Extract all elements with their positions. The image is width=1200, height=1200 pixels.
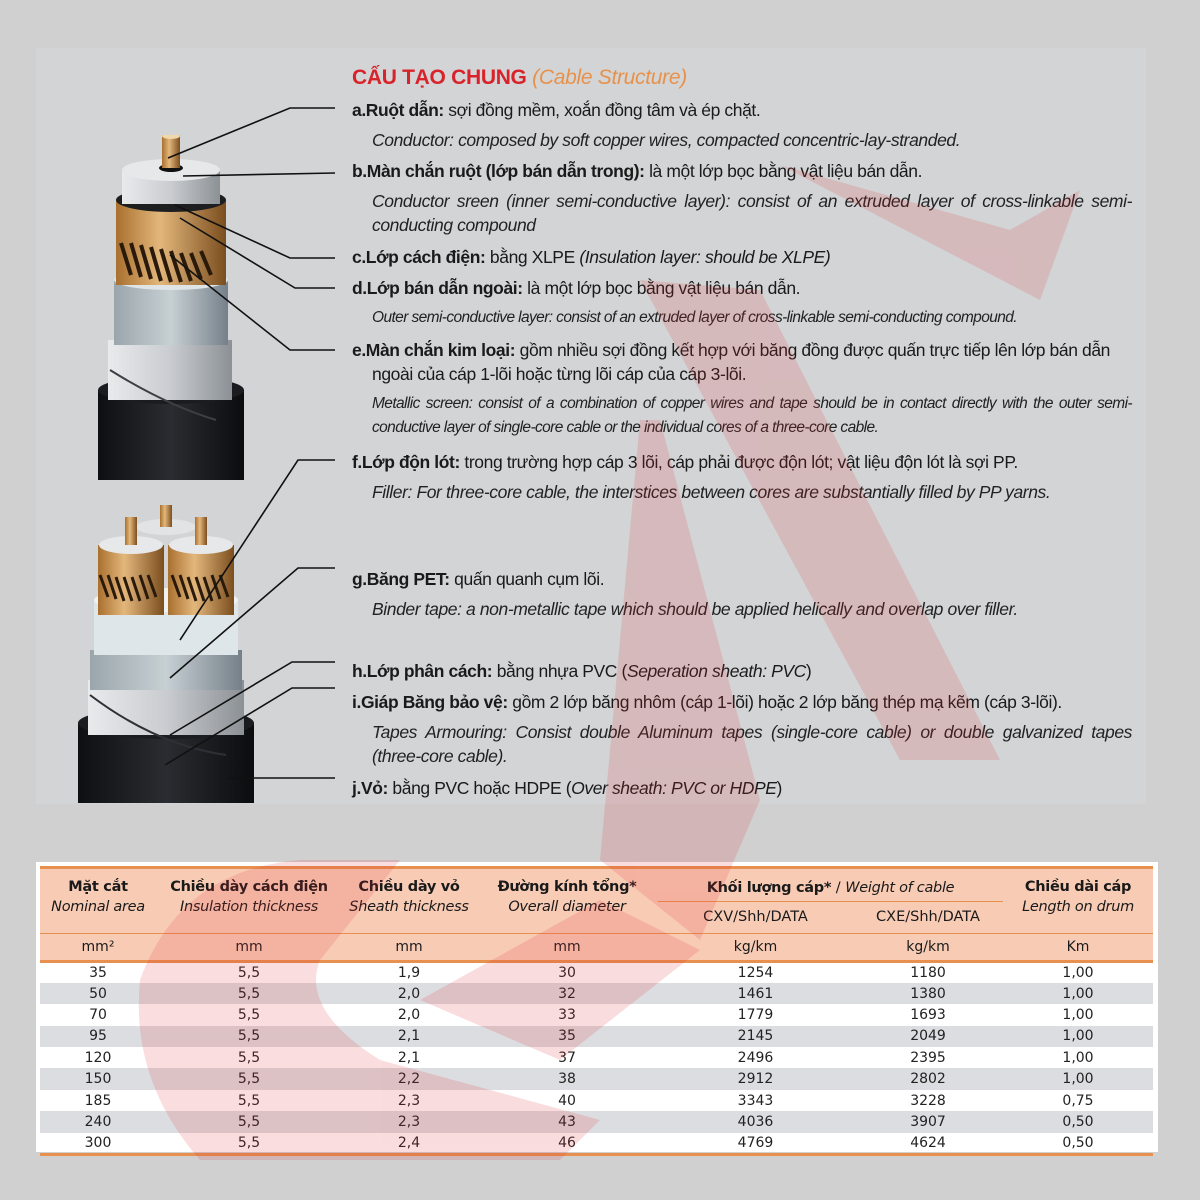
item-desc-vi: gồm nhiều sợi đồng kết hợp với băng đồng được quấn trực tiếp lên lớp bán dẫn ngoài của cáp 1-lõi hoặc từng lõi cáp của cáp 3-lõi. [372, 340, 1111, 384]
table-cell: 2912 [658, 1068, 853, 1089]
table-cell: 43 [476, 1111, 658, 1132]
table-cell: 3343 [737, 1092, 774, 1109]
item-b [352, 159, 1132, 237]
three-core-cable-illustration [76, 505, 256, 803]
item-c [352, 245, 1132, 269]
item-label: Lớp bán dẫn ngoài: [366, 278, 523, 298]
item-key: b. [352, 161, 367, 181]
table-cell: 2145 [658, 1026, 853, 1047]
unit-length: Km [1003, 934, 1153, 962]
table-cell: 0,50 [1003, 1111, 1153, 1132]
unit-nominal: mm² [40, 934, 156, 962]
unit-diameter: mm [476, 934, 658, 962]
unit-sheath: mm [342, 934, 476, 962]
item-desc-en: Filler: For three-core cable, the interstices between cores are substantially filled by PP yarns. [372, 482, 1051, 502]
table-cell: 1,00 [1003, 1026, 1153, 1047]
item-desc-vi: sợi đồng mềm, xoắn đồng tâm và ép chặt. [443, 100, 761, 120]
table-cell: 38 [476, 1068, 658, 1089]
header-overall-diameter: Đường kính tổng* Overall diameter [476, 868, 658, 934]
item-desc-en: Conductor: composed by soft copper wires, compacted concentric-lay-stranded. [372, 130, 961, 150]
item-desc-en-inline: Over sheath: PVC or HDPE [571, 778, 777, 798]
table-cell: 70 [89, 1006, 107, 1023]
table-cell: 5,5 [156, 1068, 342, 1089]
table-cell: 95 [40, 1026, 156, 1047]
table-cell: 5,5 [237, 1049, 261, 1066]
table-cell: 46 [476, 1133, 658, 1154]
item-key: a. [352, 100, 366, 120]
table-cell: 0,50 [1003, 1133, 1153, 1154]
table-row [40, 1090, 1153, 1111]
header-sheath-thickness: Chiều dày vỏ Sheath thickness [342, 868, 476, 934]
table-cell: 1,00 [1062, 1049, 1094, 1066]
table-cell: 120 [84, 1049, 112, 1066]
table-cell: 5,5 [237, 1092, 261, 1109]
item-label: Băng PET: [366, 569, 450, 589]
table-cell: 2049 [853, 1026, 1003, 1047]
table-cell: 5,5 [156, 1111, 342, 1132]
table-cell: 32 [476, 983, 658, 1004]
item-f [352, 450, 1132, 504]
table-cell: 1180 [910, 964, 946, 981]
table-cell: 30 [558, 964, 576, 981]
item-desc-en: Metallic screen: consist of a combination of copper wires and tape should be in contact directly with the outer semi-conductive layer of single-core cable or the individual cores of a three-core cable. [372, 395, 1132, 436]
item-j [352, 776, 1132, 800]
item-desc-en: Outer semi-conductive layer: consist of an extruded layer of cross-linkable semi-conducting compound. [372, 309, 1017, 326]
table-cell: 2,0 [397, 1006, 421, 1023]
unit-insulation: mm [156, 934, 342, 962]
item-key: j. [352, 778, 361, 798]
item-h [352, 659, 1132, 683]
header-length-on-drum: Chiều dài cáp Length on drum [1003, 868, 1153, 934]
table-cell: 3228 [910, 1092, 946, 1109]
table-row [40, 1026, 1153, 1047]
item-label: Lớp phân cách: [366, 661, 493, 681]
table-row [40, 1004, 1153, 1025]
item-desc-vi: bằng XLPE [485, 247, 580, 267]
table-cell: 35 [89, 964, 107, 981]
table-cell: 2802 [853, 1068, 1003, 1089]
item-label: Màn chắn kim loại: [365, 340, 516, 360]
item-a [352, 98, 1132, 152]
item-desc-vi: quấn quanh cụm lõi. [449, 569, 605, 589]
table-cell: 2,1 [342, 1026, 476, 1047]
table-cell: 4036 [658, 1111, 853, 1132]
table-cell: 4624 [853, 1133, 1003, 1154]
item-desc-vi: là một lớp bọc bằng vật liệu bán dẫn. [522, 278, 801, 298]
item-desc-vi: bằng PVC hoặc HDPE ( [387, 778, 572, 798]
item-desc-vi: gồm 2 lớp băng nhôm (cáp 1-lõi) hoặc 2 lớp băng thép mạ kẽm (cáp 3-lõi). [507, 692, 1062, 712]
item-key: d. [352, 278, 367, 298]
item-label: Ruột dẫn: [365, 100, 444, 120]
table-cell: 40 [558, 1092, 576, 1109]
header-weight-cxv: CXV/Shh/DATA [658, 901, 853, 933]
item-key: i. [352, 692, 361, 712]
item-desc-en-inline: (Insulation layer: should be XLPE) [579, 247, 831, 267]
item-label: Vỏ: [360, 778, 388, 798]
title-vi: CẤU TẠO CHUNG [352, 66, 527, 89]
table-cell: 5,5 [156, 983, 342, 1004]
table-cell: 2,2 [342, 1068, 476, 1089]
spec-table-body [40, 962, 1153, 1155]
item-desc-vi: bằng nhựa PVC ( [492, 661, 627, 681]
item-desc-en: Conductor sreen (inner semi-conductive layer): consist of an extruded layer of cross-linkable semi-conducting compound [372, 191, 1132, 235]
table-cell: 1,00 [1003, 983, 1153, 1004]
item-g [352, 567, 1132, 621]
item-desc-en-inline: Seperation sheath: PVC [626, 661, 806, 681]
table-cell: 1461 [658, 983, 853, 1004]
table-row [40, 1047, 1153, 1068]
item-key: c. [352, 247, 366, 267]
table-cell: 1693 [910, 1006, 946, 1023]
item-key: g. [352, 569, 367, 589]
item-label: Lớp độn lót: [361, 452, 460, 472]
header-weight-cxe: CXE/Shh/DATA [853, 901, 1003, 933]
table-cell: 2395 [910, 1049, 946, 1066]
item-desc-vi: trong trường hợp cáp 3 lõi, cáp phải được độn lót; vật liệu độn lót là sợi PP. [459, 452, 1018, 472]
table-cell: 33 [558, 1006, 576, 1023]
table-cell: 5,5 [156, 1133, 342, 1154]
single-core-cable-illustration [96, 135, 246, 480]
table-cell: 3907 [853, 1111, 1003, 1132]
table-cell: 1,00 [1062, 1006, 1094, 1023]
item-label: Giáp Băng bảo vệ: [360, 692, 508, 712]
table-cell: 50 [40, 983, 156, 1004]
table-cell: 2496 [737, 1049, 774, 1066]
item-label: Màn chắn ruột (lớp bán dẫn trong): [366, 161, 645, 181]
table-cell: 185 [84, 1092, 112, 1109]
table-row [40, 962, 1153, 983]
unit-weight-cxe: kg/km [853, 934, 1003, 962]
table-cell: 1380 [853, 983, 1003, 1004]
table-row [40, 983, 1153, 1004]
table-cell: 1,00 [1003, 1068, 1153, 1089]
header-insulation-thickness: Chiều dày cách điện Insulation thickness [156, 868, 342, 934]
table-cell: 2,4 [342, 1133, 476, 1154]
table-cell: 35 [476, 1026, 658, 1047]
table-cell: 1254 [737, 964, 774, 981]
table-cell: 240 [40, 1111, 156, 1132]
section-title [352, 64, 1132, 92]
table-cell: 2,1 [397, 1049, 421, 1066]
item-desc-vi: là một lớp bọc bằng vật liệu bán dẫn. [644, 161, 923, 181]
table-cell: 2,3 [397, 1092, 421, 1109]
table-cell: 0,75 [1062, 1092, 1094, 1109]
item-e [352, 338, 1132, 440]
table-cell: 4769 [658, 1133, 853, 1154]
table-cell: 5,5 [156, 1026, 342, 1047]
item-desc-tail: ) [776, 778, 782, 798]
table-row [40, 1133, 1153, 1154]
item-key: e. [352, 340, 366, 360]
title-en: (Cable Structure) [532, 66, 687, 89]
header-weight-group: Khối lượng cáp* / Weight of cable [658, 868, 1003, 902]
unit-weight-cxv: kg/km [658, 934, 853, 962]
table-row [40, 1068, 1153, 1089]
spec-table-container [36, 862, 1158, 1152]
item-key: h. [352, 661, 367, 681]
item-desc-tail: ) [805, 661, 812, 681]
cable-structure-section [352, 64, 1132, 798]
table-cell: 300 [40, 1133, 156, 1154]
table-cell: 37 [558, 1049, 576, 1066]
item-desc-en: Tapes Armouring: Consist double Aluminum tapes (single-core cable) or double galvanized tapes (three-core cable). [372, 722, 1132, 766]
item-i [352, 690, 1132, 768]
item-desc-en: Binder tape: a non-metallic tape which should be applied helically and overlap over filler. [372, 599, 1018, 619]
table-cell: 1,00 [1062, 964, 1094, 981]
spec-table [40, 866, 1153, 1156]
table-cell: 5,5 [237, 1006, 261, 1023]
item-d [352, 276, 1132, 330]
table-cell: 2,0 [342, 983, 476, 1004]
table-cell: 5,5 [237, 964, 261, 981]
table-cell: 2,3 [342, 1111, 476, 1132]
table-cell: 1,9 [397, 964, 421, 981]
table-cell: 150 [40, 1068, 156, 1089]
item-key: f. [352, 452, 362, 472]
header-nominal-area: Mặt cắt Nominal area [40, 868, 156, 934]
table-row [40, 1111, 1153, 1132]
item-label: Lớp cách điện: [365, 247, 486, 267]
table-cell: 1779 [737, 1006, 774, 1023]
